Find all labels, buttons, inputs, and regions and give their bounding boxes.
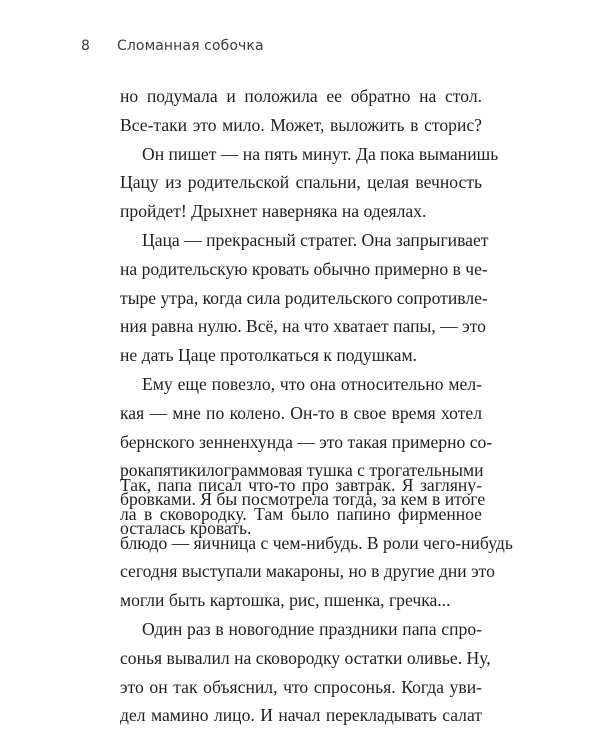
text-line: ния равна нулю. Всё, на что хватает папы, — это (120, 316, 486, 337)
paragraph-first-line: Ему еще повезло, что она относительно мел- (142, 373, 482, 394)
paragraph-last-line: осталась кровать. (120, 517, 252, 538)
text-line: бровками. Я бы посмотрела тогда, за кем в итоге (120, 489, 486, 510)
text-line: на родительскую кровать обычно примерно в че- (120, 258, 488, 279)
text-line: кая — мне по колено. Он-то в свое время хотел (120, 402, 482, 423)
text-line: Все-таки это мило. Может, выложить в сторис? (120, 114, 482, 135)
text-line: тыре утра, когда сила родительского сопротивле- (120, 287, 488, 308)
running-title: Сломанная собочка (117, 38, 264, 54)
text-line: но подумала и положила ее обратно на стол. (120, 86, 482, 106)
paragraph-last-line: могли быть картошка, рис, пшенка, гречка... (120, 590, 451, 611)
paragraph-first-line: Один раз в новогодние праздники папа спро- (142, 618, 482, 639)
paragraph-last-line: не дать Цаце протолкаться к подушкам. (120, 345, 417, 366)
text-line: Так, папа писал что-то про завтрак. Я загляну- (120, 475, 482, 495)
text-line: блюдо — яичница с чем-нибудь. В роли чего-нибудь (120, 532, 513, 553)
text-line: сегодня выступали макароны, но в другие дни это (120, 561, 495, 582)
text-line: это он так объяснил, что спросонья. Когда уви- (120, 676, 482, 697)
text-line: бернского зенненхунда — это такая примерно со- (120, 431, 493, 452)
paragraph-first-line: Цаца — прекрасный стратег. Она запрыгивает (142, 229, 489, 250)
text-line: дел мамино лицо. И начал перекладывать салат (120, 705, 482, 726)
page-number: 8 (81, 38, 90, 54)
text-line: сонья вывалил на сковородку остатки оливье. Ну, (120, 647, 491, 668)
text-line: ла в сковородку. Там было папино фирменное (120, 503, 482, 524)
paragraph-last-line: пройдет! Дрыхнет наверняка на одеялах. (120, 201, 427, 222)
text-line: рокапятикилограммовая тушка с трогательными (120, 460, 484, 481)
text-line: Цацу из родительской спальни, целая вечность (120, 172, 482, 193)
text-block-2 (120, 471, 513, 730)
paragraph-first-line: Он пишет — на пять минут. Да пока выманишь (142, 143, 499, 164)
running-header (81, 38, 480, 58)
